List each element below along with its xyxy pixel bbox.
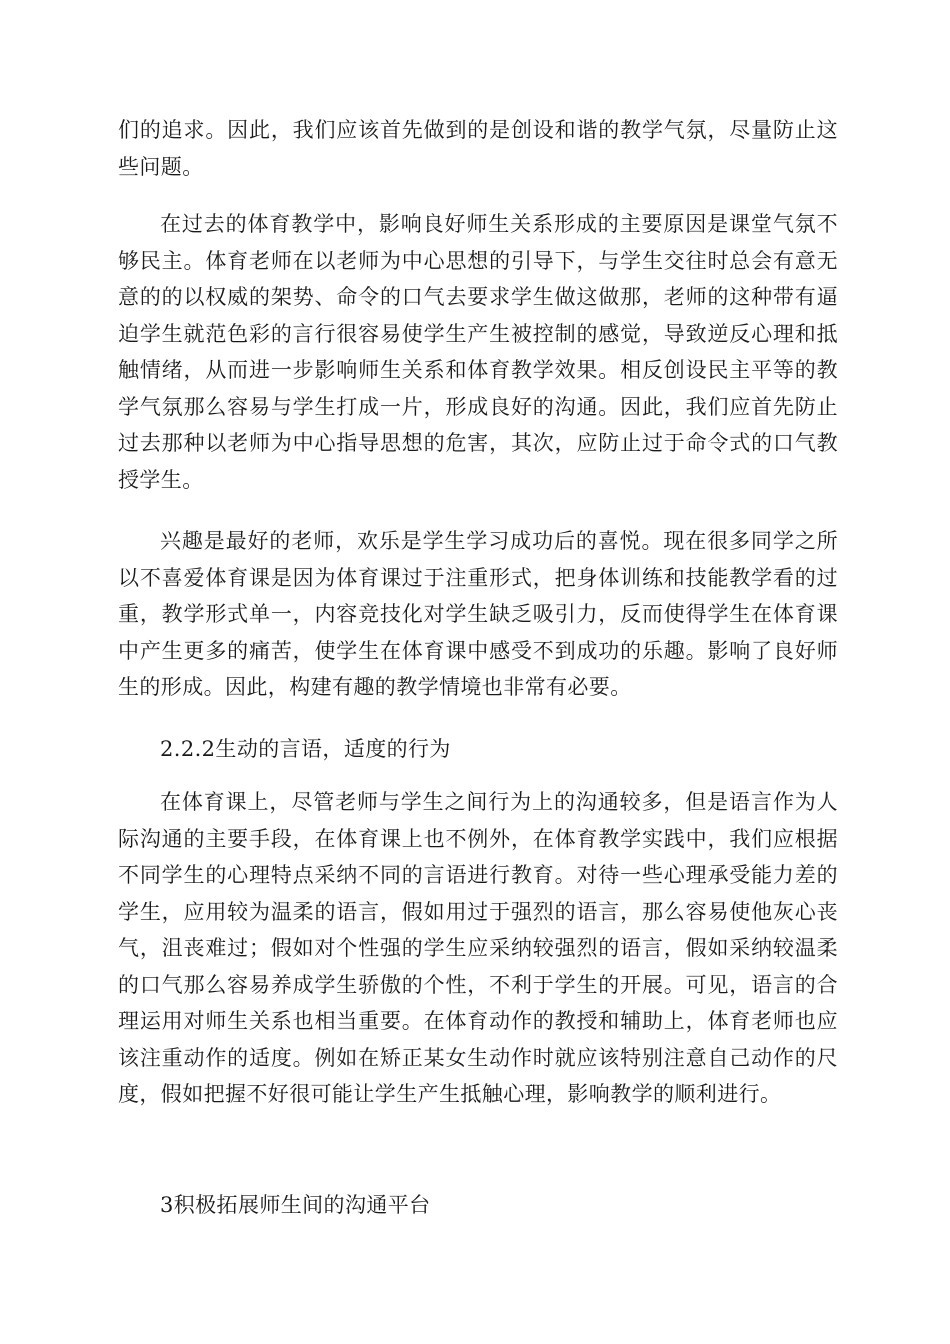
section-heading-3: 3积极拓展师生间的沟通平台 <box>160 1193 431 1217</box>
paragraph-classroom-atmosphere: 在过去的体育教学中，影响良好师生关系形成的主要原因是课堂气氛不够民主。体育老师在以老师为中心思想的引导下，与学生交往时总会有意无意的的以权威的架势、命令的口气去要求学生做这做那，老师的这种带有逼迫学生就范色彩的言行很容易使学生产生被控制的感觉，导致逆反心理和抵触情绪，从而进一步影响师生关系和体育教学效果。相反创设民主平等的教学气氛那么容易与学生打成一片，形成良好的沟通。因此，我们应首先防止过去那种以老师为中心指导思想的危害，其次，应防止过于命令式的口气教授学生。 <box>118 212 838 492</box>
paragraph-language-behavior: 在体育课上，尽管老师与学生之间行为上的沟通较多，但是语言作为人际沟通的主要手段，在体育课上也不例外，在体育教学实践中，我们应根据不同学生的心理特点采纳不同的言语进行教育。对待一些心理承受能力差的学生，应用较为温柔的语言，假如用过于强烈的语言，那么容易使他灰心丧气，沮丧难过；假如对个性强的学生应采纳较强烈的语言，假如采纳较温柔的口气那么容易养成学生骄傲的个性，不利于学生的开展。可见，语言的合理运用对师生关系也相当重要。在体育动作的教授和辅助上，体育老师也应该注重动作的适度。例如在矫正某女生动作时就应该特别注意自己动作的尺度，假如把握不好很可能让学生产生抵触心理，影响教学的顺利进行。 <box>118 790 838 1106</box>
paragraph-continuation: 们的追求。因此，我们应该首先做到的是创设和谐的教学气氛，尽量防止这些问题。 <box>118 118 838 179</box>
section-heading-2-2-2: 2.2.2生动的言语，适度的行为 <box>160 737 451 761</box>
paragraph-interest: 兴趣是最好的老师，欢乐是学生学习成功后的喜悦。现在很多同学之所以不喜爱体育课是因为体育课过于注重形式，把身体训练和技能教学看的过重，教学形式单一，内容竞技化对学生缺乏吸引力，反而使得学生在体育课中产生更多的痛苦，使学生在体育课中感受不到成功的乐趣。影响了良好师生的形成。因此，构建有趣的教学情境也非常有必要。 <box>118 529 838 699</box>
